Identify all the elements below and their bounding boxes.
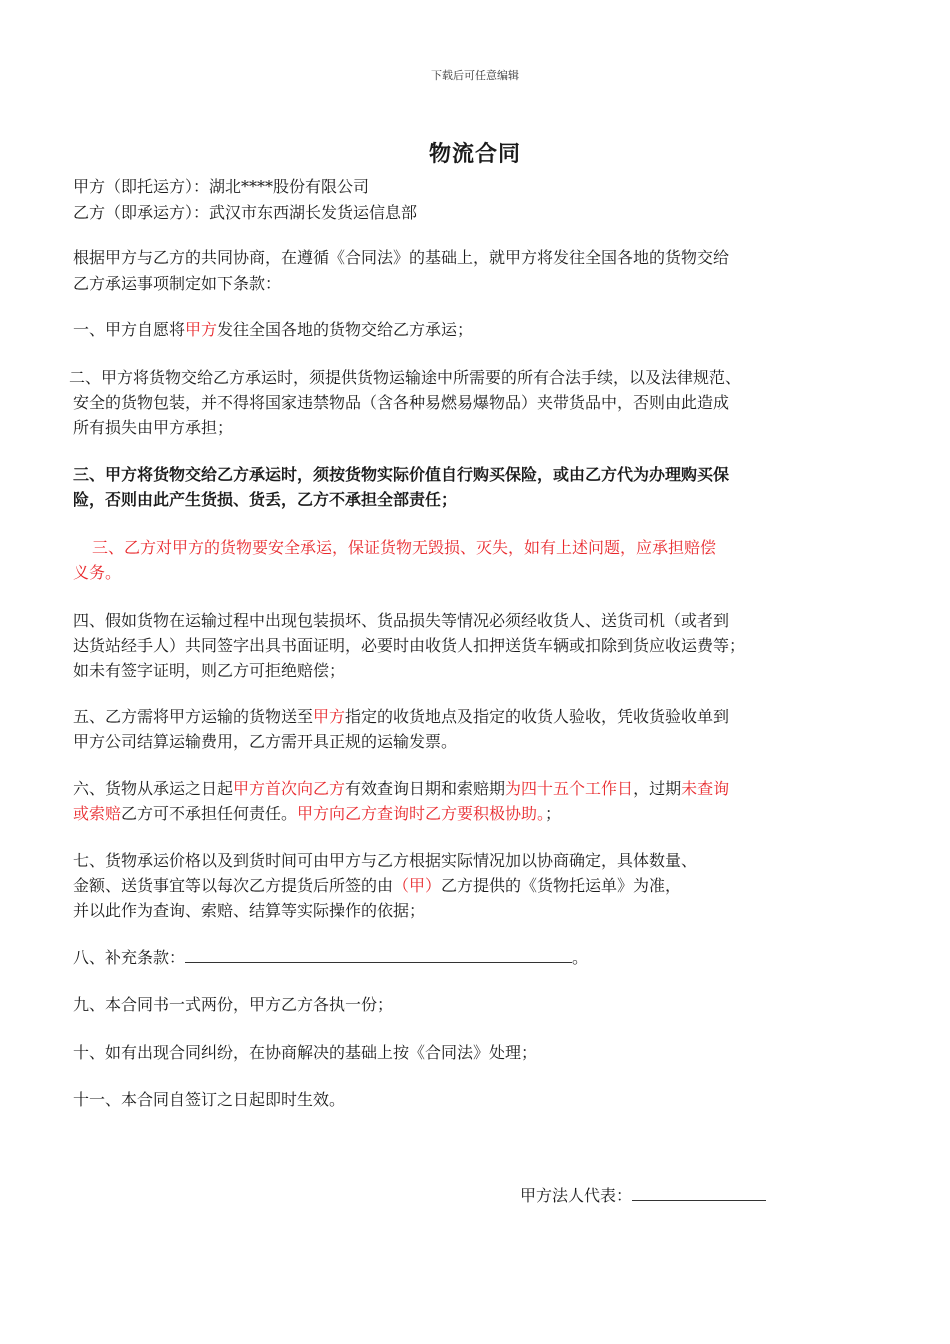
supplementary-terms-blank bbox=[185, 948, 572, 963]
clause-3-bold-line-2: 险，否则由此产生货损、货丢，乙方不承担全部责任； bbox=[73, 490, 458, 509]
clause-4-line-2: 达货站经手人）共同签字出具书面证明，必要时由收货人扣押送货车辆或扣除到货应收运费等； bbox=[73, 636, 746, 655]
signature-blank bbox=[632, 1186, 766, 1201]
clause-2-line-3: 所有损失由甲方承担； bbox=[73, 418, 234, 437]
clause-2-line-2: 安全的货物包装，并不得将国家违禁物品（含各种易燃易爆物品）夹带货品中，否则由此造成 bbox=[73, 393, 730, 412]
clause-5-text-c: 指定的收货地点及指定的收货人验收，凭收货验收单到 bbox=[345, 707, 730, 726]
clause-7-line-2 bbox=[73, 874, 873, 898]
clause-6-text-2b: 乙方可不承担任何责任。 bbox=[121, 804, 298, 823]
clause-10: 十、如有出现合同纠纷，在协商解决的基础上按《合同法》处理； bbox=[73, 1043, 538, 1062]
clause-7-highlight: （甲） bbox=[393, 876, 442, 895]
clause-6-highlight-d: 为四十五个工作日 bbox=[505, 779, 634, 798]
party-a: 甲方（即托运方）：湖北****股份有限公司 bbox=[73, 177, 370, 196]
clause-6-text-2d: ； bbox=[545, 804, 562, 823]
clause-6-highlight-2c: 甲方向乙方查询时乙方要积极协助。 bbox=[297, 804, 546, 823]
party-b: 乙方（即承运方）：武汉市东西湖长发货运信息部 bbox=[73, 203, 418, 222]
clause-7-line-1: 七、货物承运价格以及到货时间可由甲方与乙方根据实际情况加以协商确定，具体数量、 bbox=[73, 851, 698, 870]
clause-8-end: 。 bbox=[572, 948, 589, 967]
clause-6-highlight-2a: 或索赔 bbox=[73, 804, 122, 823]
clause-8 bbox=[73, 946, 873, 970]
clause-11: 十一、本合同自签订之日起即时生效。 bbox=[73, 1090, 346, 1109]
clause-1-highlight: 甲方 bbox=[185, 320, 218, 339]
clause-9: 九、本合同书一式两份，甲方乙方各执一份； bbox=[73, 995, 394, 1014]
clause-8-label: 八、补充条款： bbox=[73, 948, 186, 967]
clause-3-red-line-2: 义务。 bbox=[73, 563, 122, 582]
header-note: 下载后可任意编辑 bbox=[431, 69, 519, 82]
clause-5-highlight: 甲方 bbox=[313, 707, 346, 726]
preamble-line-1: 根据甲方与乙方的共同协商，在遵循《合同法》的基础上，就甲方将发往全国各地的货物交给 bbox=[73, 248, 730, 267]
clause-6-line-1 bbox=[73, 777, 873, 801]
clause-4-line-1: 四、假如货物在运输过程中出现包装损坏、货品损失等情况必须经收货人、送货司机（或者到 bbox=[73, 611, 730, 630]
clause-6-text-c: 有效查询日期和索赔期 bbox=[345, 779, 506, 798]
clause-7-text-c: 乙方提供的《货物托运单》为准， bbox=[441, 876, 682, 895]
clause-1 bbox=[73, 318, 873, 342]
clause-7-text-a: 金额、送货事宜等以每次乙方提货后所签的由 bbox=[73, 876, 394, 895]
clause-1-text-c: 发往全国各地的货物交给乙方承运； bbox=[217, 320, 474, 339]
clause-4-line-3: 如未有签字证明，则乙方可拒绝赔偿； bbox=[73, 661, 346, 680]
clause-6-highlight-b: 甲方首次向乙方 bbox=[233, 779, 346, 798]
clause-1-text-a: 一、甲方自愿将 bbox=[73, 320, 186, 339]
clause-3-red-line-1: 三、乙方对甲方的货物要安全承运，保证货物无毁损、灭失，如有上述问题，应承担赔偿 bbox=[92, 538, 717, 557]
clause-6-highlight-f: 未查询 bbox=[681, 779, 730, 798]
clause-5-line-2: 甲方公司结算运输费用，乙方需开具正规的运输发票。 bbox=[73, 732, 458, 751]
clause-6-line-2 bbox=[73, 802, 873, 826]
clause-5-line-1 bbox=[73, 705, 873, 729]
clause-3-bold-line-1: 三、甲方将货物交给乙方承运时，须按货物实际价值自行购买保险，或由乙方代为办理购买保 bbox=[73, 465, 730, 484]
clause-2-line-1: 二、甲方将货物交给乙方承运时，须提供货物运输途中所需要的所有合法手续，以及法律规范、 bbox=[69, 368, 742, 387]
signature-block bbox=[520, 1184, 820, 1208]
clause-5-text-a: 五、乙方需将甲方运输的货物送至 bbox=[73, 707, 314, 726]
page-title: 物流合同 bbox=[428, 141, 521, 167]
preamble-line-2: 乙方承运事项制定如下条款： bbox=[73, 274, 282, 293]
clause-7-line-3: 并以此作为查询、索赔、结算等实际操作的依据； bbox=[73, 901, 426, 920]
clause-6-text-e: ，过期 bbox=[633, 779, 682, 798]
signature-label: 甲方法人代表： bbox=[520, 1186, 633, 1205]
clause-6-text-a: 六、货物从承运之日起 bbox=[73, 779, 234, 798]
